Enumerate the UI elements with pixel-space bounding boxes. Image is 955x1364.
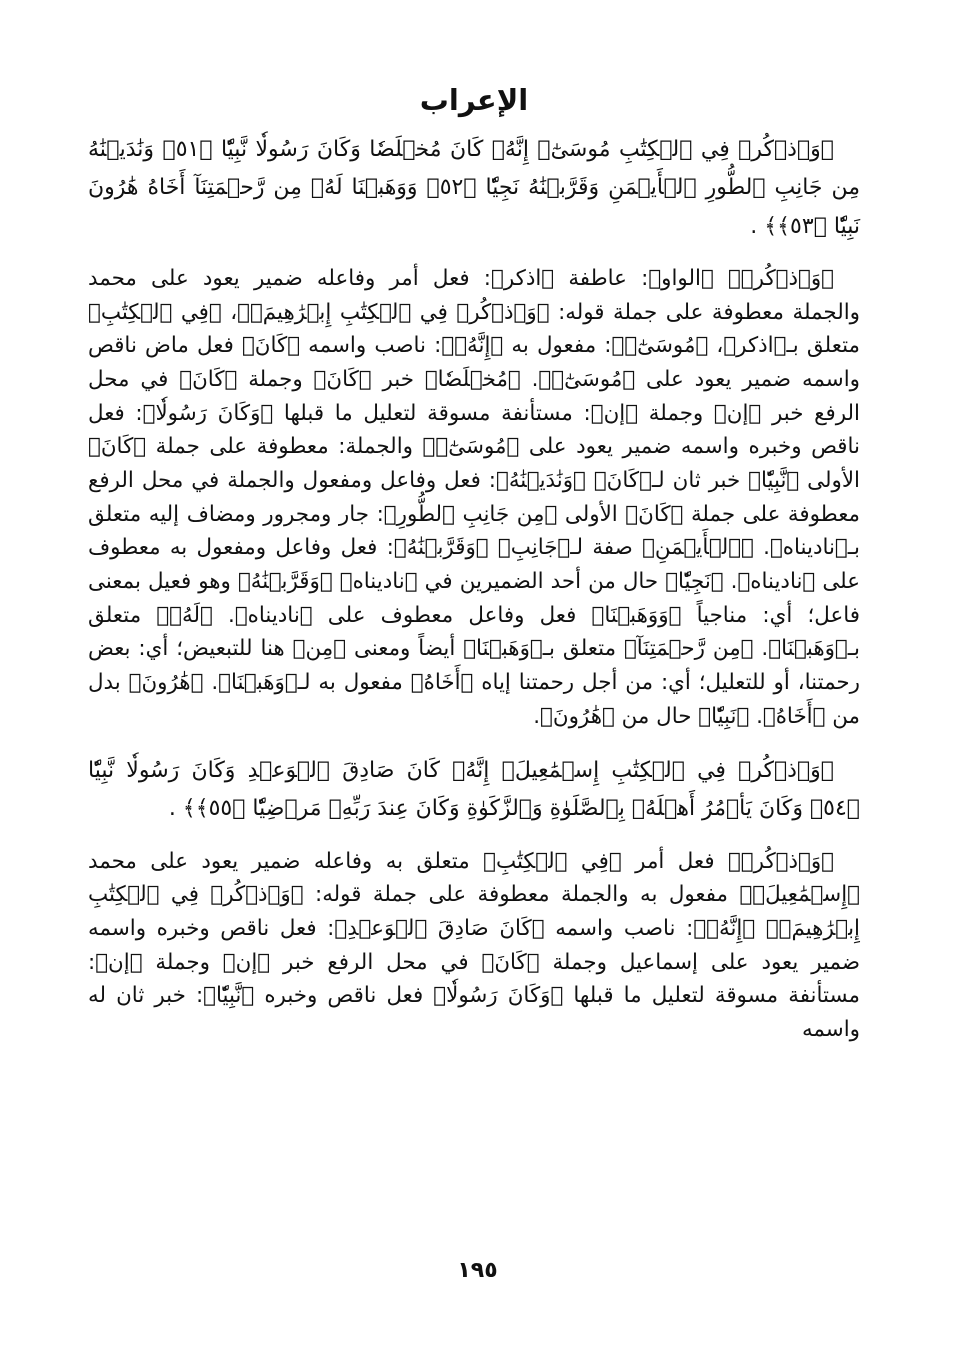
page-number: ١٩٥ <box>457 1258 498 1283</box>
quran-verse-block: ﴿وَٱذۡكُرۡ فِي ٱلۡكِتَٰبِ مُوسَىٰٓۚ إِنَّهُۥ كَانَ مُخۡلَصٗا وَكَانَ رَسُولٗا نَّبِيّٗا ﴿٥١﴾ وَنَٰدَيۡنَٰهُ مِن جَانِبِ ٱلطُّورِ ٱلۡأَيۡمَنِ وَقَرَّبۡنَٰهُ نَجِيّٗا ﴿٥٢﴾ وَوَهَبۡنَا لَهُۥ مِن رَّحۡمَتِنَآ أَخَاهُ هَٰرُونَ نَبِيّٗا ﴿٥٣﴾﴾ . <box>88 136 860 239</box>
page-content <box>88 80 860 1065</box>
irab-commentary: ﴿وَٱذۡكُرۡ﴾ فعل أمر ﴿فِي ٱلۡكِتَٰبِ﴾ متعلق به وفاعله ضمير يعود على محمد ﴿إِسۡمَٰعِيلَۚ﴾ مفعول به والجملة معطوفة على جملة قوله: ﴿وَٱذۡكُرۡ فِي ٱلۡكِتَٰبِ إِبۡرَٰهِيمَۚ﴾ ﴿إِنَّهُۥ﴾: ناصب واسمه ﴿كَانَ صَادِقَ ٱلۡوَعۡدِ﴾: فعل ناقص وخبره واسمه ضمير يعود على إسماعيل وجملة ﴿كَانَ﴾ في محل الرفع خبر ﴿إن﴾ وجملة ﴿إن﴾: مستأنفة مسوقة لتعليل ما قبلها ﴿وَكَانَ رَسُولٗا﴾ فعل ناقص وخبره ﴿نَّبِيّٗا﴾: خبر ثان له واسمه <box>88 848 860 1042</box>
page-title: الإعراب <box>419 83 529 117</box>
irab-commentary: ﴿وَٱذۡكُرۡ﴾ ﴿الواو﴾: عاطفة ﴿اذكر﴾: فعل أمر وفاعله ضمير يعود على محمد والجملة معطوفة على جملة قوله: ﴿وَٱذۡكُرۡ فِي ٱلۡكِتَٰبِ إِبۡرَٰهِيمَۚ﴾، ﴿فِي ٱلۡكِتَٰبِ﴾ متعلق بـ﴿اذكر﴾، ﴿مُوسَىٰٓۚ﴾: مفعول به ﴿إِنَّهُۥ﴾: ناصب واسمه ﴿كَانَ﴾ فعل ماض ناقص واسمه ضمير يعود على ﴿مُوسَىٰٓۚ﴾. ﴿مُخۡلَصٗا﴾ خبر ﴿كَانَ﴾ وجملة ﴿كَانَ﴾ في محل الرفع خبر ﴿إن﴾ وجملة ﴿إن﴾: مستأنفة مسوقة لتعليل ما قبلها ﴿وَكَانَ رَسُولٗا﴾: فعل ناقص وخبره واسمه ضمير يعود على ﴿مُوسَىٰٓۚ﴾ والجملة: معطوفة على جملة ﴿كَانَ﴾ الأولى ﴿نَّبِيّٗا﴾ خبر ثان لـ﴿كَانَ﴾ ﴿وَنَٰدَيۡنَٰهُ﴾: فعل وفاعل ومفعول والجملة في محل الرفع معطوفة على جملة ﴿كَانَ﴾ الأولى ﴿مِن جَانِبِ ٱلطُّورِ﴾: جار ومجرور ومضاف إليه متعلق بـ﴿ناديناه﴾. ﴿ٱلۡأَيۡمَنِ﴾ صفة لـ﴿جَانِبِ﴾ ﴿وَقَرَّبۡنَٰهُ﴾: فعل وفاعل ومفعول به معطوف على ﴿ناديناه﴾. ﴿نَجِيّٗا﴾ حال من أحد الضميرين في ﴿ناديناه﴾ ﴿وَقَرَّبۡنَٰهُ﴾ وهو فعيل بمعنى فاعل؛ أي: مناجياً ﴿وَوَهَبۡنَا﴾ فعل وفاعل معطوف على ﴿ناديناه﴾. ﴿لَهُۥ﴾ متعلق بـ﴿وَهَبۡنَا﴾. ﴿مِن رَّحۡمَتِنَآ﴾ متعلق بـ﴿وَهَبۡنَا﴾ أيضاً ومعنى ﴿مِن﴾ هنا للتبعيض؛ أي: بعض رحمتنا، أو للتعليل؛ أي: من أجل رحمتنا إياه ﴿أَخَاهُ﴾ مفعول به لـ﴿وَهَبۡنَا﴾. ﴿هَٰرُونَ﴾ بدل من ﴿أَخَاهُ﴾. ﴿نَبِيّٗا﴾ حال من ﴿هَٰرُونَ﴾. <box>88 266 860 729</box>
quran-verse-block: ﴿وَٱذۡكُرۡ فِي ٱلۡكِتَٰبِ إِسۡمَٰعِيلَۚ إِنَّهُۥ كَانَ صَادِقَ ٱلۡوَعۡدِ وَكَانَ رَسُولٗا نَّبِيّٗا ﴿٥٤﴾ وَكَانَ يَأۡمُرُ أَهۡلَهُۥ بِٱلصَّلَوٰةِ وَٱلزَّكَوٰةِ وَكَانَ عِندَ رَبِّهِۦ مَرۡضِيّٗا ﴿٥٥﴾﴾ . <box>88 757 860 821</box>
